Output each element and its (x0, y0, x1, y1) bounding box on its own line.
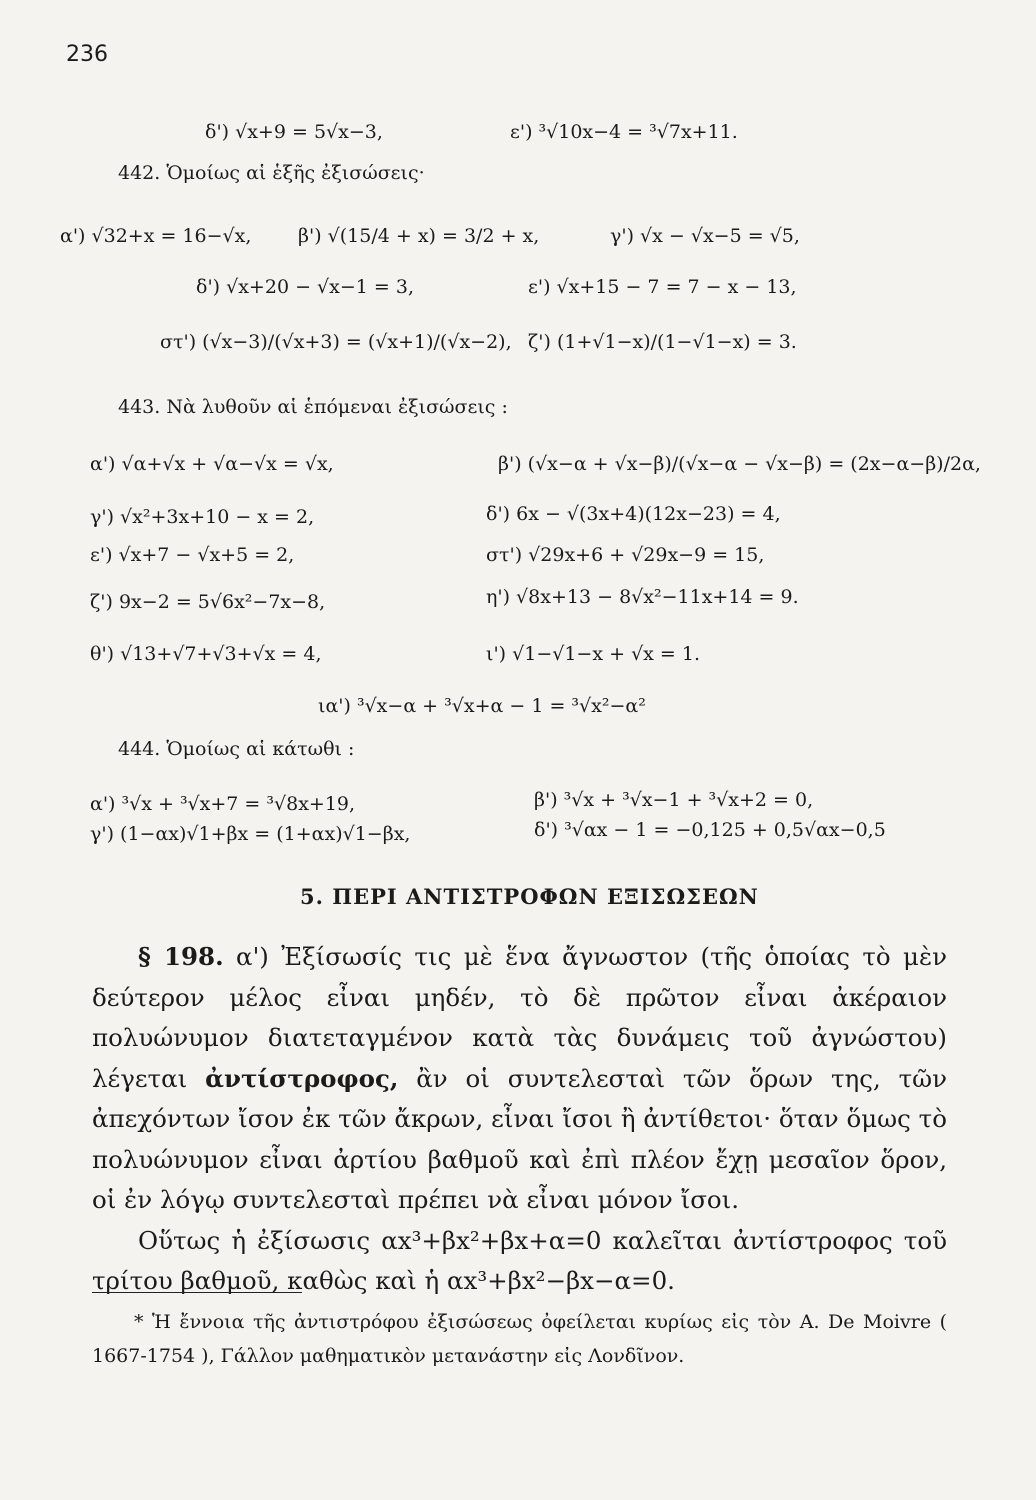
paragraph-198 (92, 937, 947, 1302)
equation-444-delta: δ') ³√αx − 1 = −0,125 + 0,5√αx−0,5 (534, 819, 886, 841)
equation-443-ia: ια') ³√x−α + ³√x+α − 1 = ³√x²−α² (318, 695, 646, 717)
exercise-444-heading: 444. Ὁμοίως αἱ κάτωθι : (118, 738, 355, 760)
paragraph-label: § 198. (138, 942, 224, 971)
exercise-443-heading: 443. Νὰ λυθοῦν αἱ ἑπόμεναι ἐξισώσεις : (118, 396, 508, 418)
equation-442-zeta: ζ') (1+√1−x)/(1−√1−x) = 3. (528, 331, 797, 353)
paragraph-198-definition (92, 937, 947, 1221)
defined-term: ἀντίστροφος, (205, 1063, 399, 1093)
equation-444-beta: β') ³√x + ³√x−1 + ³√x+2 = 0, (534, 789, 814, 811)
equation-443-eta: η') √8x+13 − 8√x²−11x+14 = 9. (486, 586, 799, 608)
equation-442-st: στ') (√x−3)/(√x+3) = (√x+1)/(√x−2), (160, 331, 512, 353)
exercise-442-heading: 442. Ὁμοίως αἱ ἑξῆς ἐξισώσεις· (118, 162, 425, 184)
equation-442-epsilon: ε') √x+15 − 7 = 7 − x − 13, (528, 276, 797, 298)
equation-442-gamma: γ') √x − √x−5 = √5, (610, 225, 800, 247)
equation-442-delta: δ') √x+20 − √x−1 = 3, (196, 276, 414, 298)
equation-443-iota: ι') √1−√1−x + √x = 1. (486, 643, 701, 665)
equation-444-gamma: γ') (1−αx)√1+βx = (1+αx)√1−βx, (90, 823, 411, 845)
equation-443-zeta: ζ') 9x−2 = 5√6x²−7x−8, (90, 591, 326, 613)
page-number: 236 (66, 42, 108, 67)
equation-443-epsilon: ε') √x+7 − √x+5 = 2, (90, 544, 295, 566)
equation-443-alpha: α') √α+√x + √α−√x = √x, (90, 453, 334, 475)
equation-441-epsilon: ε') ³√10x−4 = ³√7x+11. (510, 121, 738, 143)
equation-443-theta: θ') √13+√7+√3+√x = 4, (90, 643, 322, 665)
equation-443-delta: δ') 6x − √(3x+4)(12x−23) = 4, (486, 503, 781, 525)
equation-441-delta: δ') √x+9 = 5√x−3, (205, 121, 383, 143)
footnote-text: * Ἡ ἔννοια τῆς ἀντιστρόφου ἐξισώσεως ὀφείλεται κυρίως εἰς τὸν A. De Moivre ( 1667-1754 ), Γάλλον μαθηματικὸν μετανάστην εἰς Λονδῖνον. (92, 1311, 947, 1367)
paragraph-text-2: ἂν οἱ συντελεσταὶ τῶν ὅρων της, τῶν ἀπεχόντων ἴσον ἐκ τῶν ἄκρων, εἶναι ἴσοι ἢ ἀντίθετοι· ὅταν ὅμως τὸ πολυώνυμον εἶναι ἀρτίου βαθμοῦ καὶ ἐπὶ πλέον ἔχῃ μεσαῖον ὅρον, οἱ ἐν λόγῳ συντελεσταὶ πρέπει νὰ εἶναι μόνον ἴσοι. (92, 1063, 947, 1214)
section-title: 5. ΠΕΡΙ ΑΝΤΙΣΤΡΟΦΩΝ ΕΞΙΣΩΣΕΩΝ (300, 884, 759, 909)
equation-444-alpha: α') ³√x + ³√x+7 = ³√8x+19, (90, 793, 356, 815)
equation-443-st: στ') √29x+6 + √29x−9 = 15, (486, 544, 765, 566)
equation-443-beta: β') (√x−α + √x−β)/(√x−α − √x−β) = (2x−α−β)/2α, (498, 453, 981, 475)
equation-443-gamma: γ') √x²+3x+10 − x = 2, (90, 506, 315, 528)
paragraph-text-1: α') Ἐξίσωσίς τις μὲ ἕνα ἄγνωστον (τῆς ὁποίας τὸ μὲν δεύτερον μέλος εἶναι μηδέν, τὸ δὲ πρῶτον εἶναι ἀκέραιον πολυώνυμον διατεταγμένον κατὰ τὰς δυνάμεις τοῦ ἀγνώστου) λέγεται (92, 942, 947, 1093)
equation-442-beta: β') √(15/4 + x) = 3/2 + x, (298, 225, 540, 247)
paragraph-198-example: Οὕτως ἡ ἐξίσωσις αx³+βx²+βx+α=0 καλεῖται ἀντίστροφος τοῦ τρίτου βαθμοῦ, καθὼς καὶ ἡ αx³+βx²−βx−α=0. (92, 1225, 947, 1295)
equation-442-alpha: α') √32+x = 16−√x, (60, 225, 252, 247)
footnote (92, 1305, 947, 1373)
footnote-divider (92, 1292, 302, 1293)
